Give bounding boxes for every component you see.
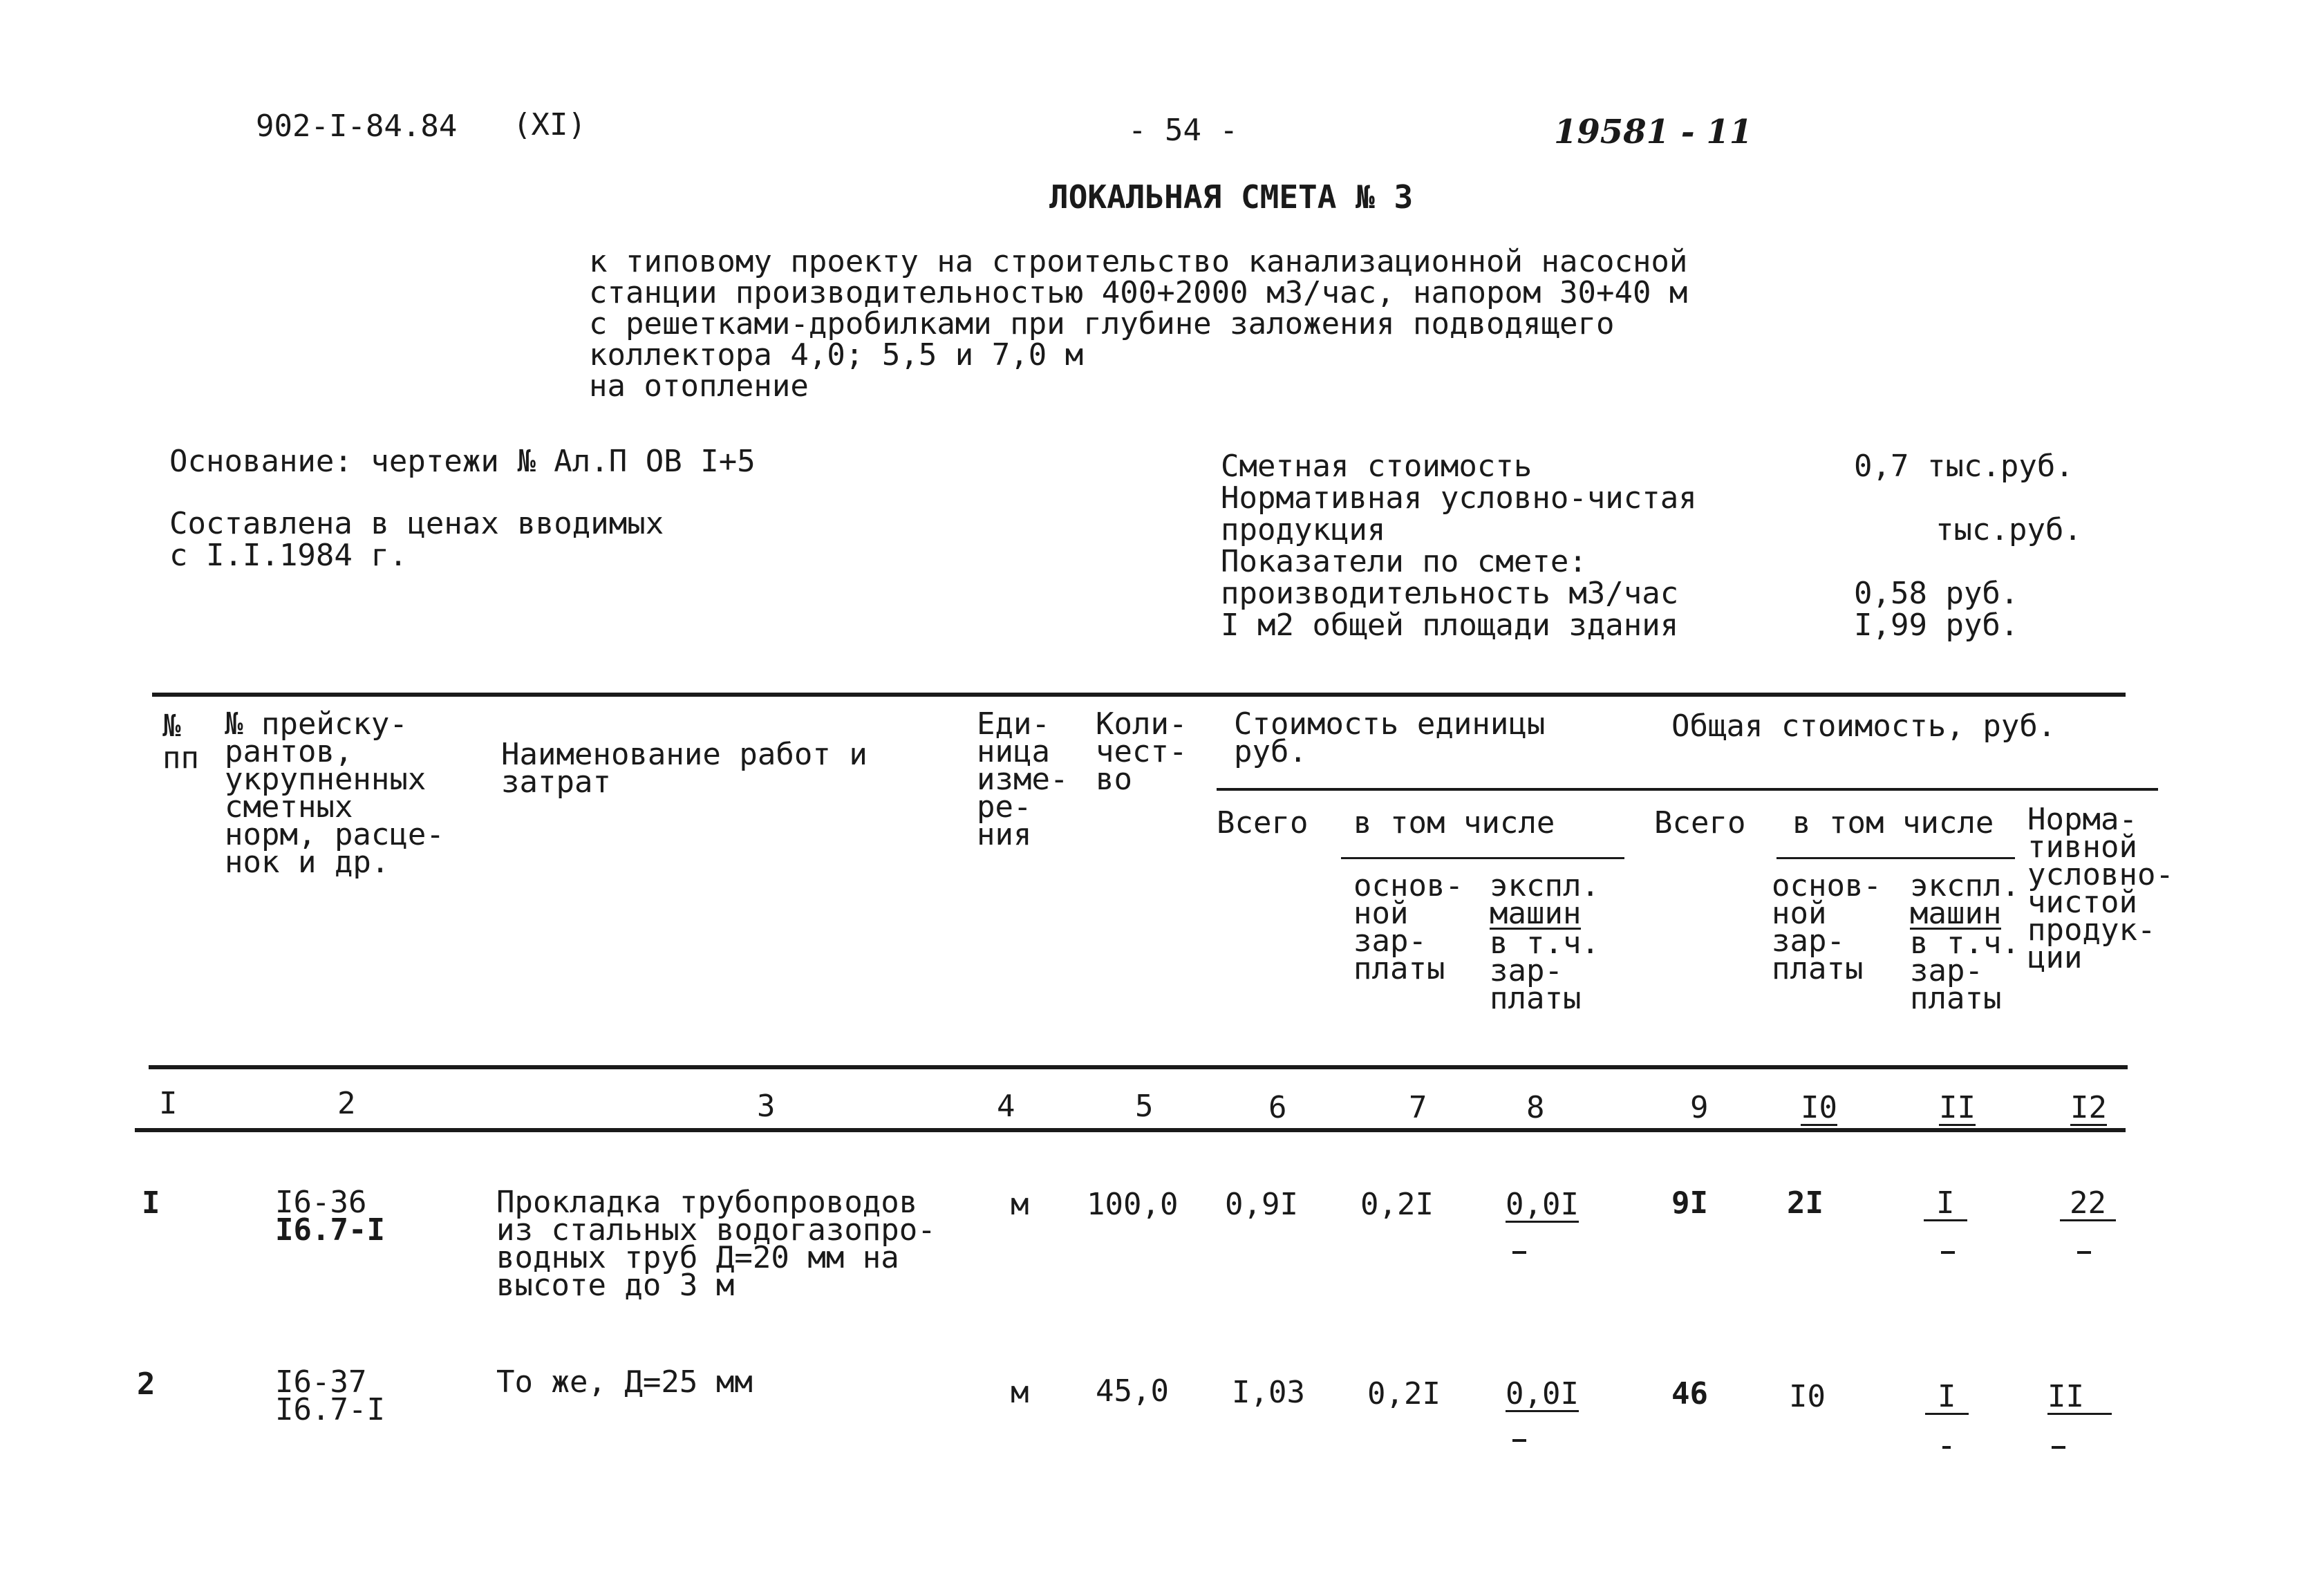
basis-text: Основание: чертежи № Ал.П ОВ I+5 [169,444,756,479]
row-dash [1942,1446,1951,1449]
table-row-qty: 100,0 [1087,1187,1179,1222]
table-row-unit-total: 0,9I [1225,1187,1298,1222]
header-work-name: Наименование работ и затрат [501,737,868,800]
subtitle-line: к типовому проекту на строительство канализационной насосной [589,244,1688,279]
header-unit-incl: в том числе [1353,805,1555,841]
sheet-mark: (XI) [513,107,586,142]
table-row-total-mach: I [1925,1381,1969,1415]
column-number: 6 [1268,1090,1287,1125]
header-total-cost: Общая стоимость, руб. [1671,708,2056,744]
header-unit-base-wage: основ- ной зар- платы [1353,868,1463,986]
table-row-total: 9I [1671,1185,1708,1221]
page-number: - 54 - [1128,113,1238,148]
subtitle-line: на отопление [589,368,809,404]
header-price-codes: № прейску- рантов, укрупненных сметных норм, расце- нок и др. [225,706,444,880]
column-number: I [159,1086,178,1121]
document-title: ЛОКАЛЬНАЯ СМЕТА № 3 [1049,178,1414,216]
header-grand-machines: экспл. машин в т.ч. зар- платы [1910,868,2020,1016]
net-label: Нормативная условно-чистая [1221,480,1697,516]
unit-cost-rule [1217,788,2158,791]
indicators-label: Показатели по смете: [1221,544,1587,579]
header-unit-machines: экспл. машин в т.ч. зар- платы [1490,868,1600,1016]
table-row-codes: I6-36 I6.7-I [275,1185,385,1248]
subtitle-line: станции производительностью 400+2000 м3/час, напором 30+40 м [589,275,1688,310]
row-dash [2077,1251,2091,1254]
header-quantity: Коли- чест- во [1096,706,1188,797]
net-value: тыс.руб. [1935,512,2082,547]
table-row-qty: 45,0 [1096,1373,1169,1409]
table-row-number: I [142,1185,160,1221]
row-dash [2052,1446,2065,1449]
table-row-number: 2 [137,1367,156,1402]
cost-label: Сметная стоимость [1221,449,1532,484]
header-grand-total: Всего [1654,805,1746,841]
row-dash [1512,1439,1526,1442]
table-row-name: Прокладка трубопроводов из стальных водогазопро- водных труб Д=20 мм на высоте до 3 м [496,1185,936,1303]
summary-labels [1221,451,1697,641]
row-dash [1512,1251,1526,1254]
perf-label: производительность м3/час [1221,576,1679,611]
table-row-unit-wage: 0,2I [1360,1187,1434,1222]
area-value: I,99 руб. [1854,608,2019,643]
header-bottom-rule [149,1065,2128,1069]
column-number: 5 [1135,1089,1154,1124]
table-row-unit-mach: 0,0I [1506,1376,1579,1411]
table-row-unit-mach: 0,0I [1506,1187,1579,1222]
prices-text: Составлена в ценах вводимых с I.I.1984 г. [169,506,664,573]
table-row-total-norm: 22 [2060,1187,2116,1221]
column-numbers-rule [135,1128,2126,1132]
row-dash [1941,1251,1955,1254]
column-number: I0 [1801,1090,1837,1125]
net-label: продукция [1221,512,1386,547]
column-number: 4 [997,1089,1015,1124]
table-row-unit: м [1011,1187,1029,1222]
column-number: II [1939,1090,1976,1125]
table-row-total: 46 [1671,1376,1708,1411]
subtitle-line: коллектора 4,0; 5,5 и 7,0 м [589,337,1084,373]
header-normative: Норма- тивной условно- чистой продук- ции [2027,802,2174,975]
table-row-total-norm: II [2047,1381,2112,1415]
column-number: 9 [1690,1090,1709,1125]
column-number: 3 [757,1089,776,1124]
incl-rule-2 [1776,857,2015,859]
header-unit-cost: Стоимость единицы руб. [1234,706,1546,769]
table-row-unit: м [1011,1375,1029,1410]
subtitle-line: с решетками-дробилками при глубине заложения подводящего [589,306,1615,341]
table-row-name: То же, Д=25 мм [496,1364,753,1400]
header-row-number: № пп [162,708,199,776]
header-unit: Еди- ница изме- ре- ния [977,706,1069,852]
table-top-rule [152,693,2126,697]
subtitle-block [589,246,1687,402]
archive-number: 19581 - 11 [1554,113,1753,151]
table-row-codes: I6-37 I6.7-I [275,1364,385,1427]
table-row-unit-total: I,03 [1232,1375,1305,1410]
header-unit-total: Всего [1217,805,1309,841]
area-label: I м2 общей площади здания [1221,608,1679,643]
header-grand-base-wage: основ- ной зар- платы [1772,868,1882,986]
column-number: I2 [2070,1090,2107,1125]
perf-value: 0,58 руб. [1854,576,2019,611]
table-row-total-wage: 2I [1787,1185,1823,1221]
document-code: 902-I-84.84 [256,109,458,144]
column-number: 8 [1526,1090,1545,1125]
incl-rule-1 [1341,857,1624,859]
header-grand-incl: в том числе [1792,805,1994,841]
table-row-total-mach: I [1924,1187,1967,1221]
table-row-unit-wage: 0,2I [1367,1376,1441,1411]
column-number: 7 [1409,1090,1427,1125]
table-row-total-wage: I0 [1789,1379,1826,1414]
cost-value: 0,7 тыс.руб. [1854,449,2074,484]
column-number: 2 [337,1086,356,1121]
